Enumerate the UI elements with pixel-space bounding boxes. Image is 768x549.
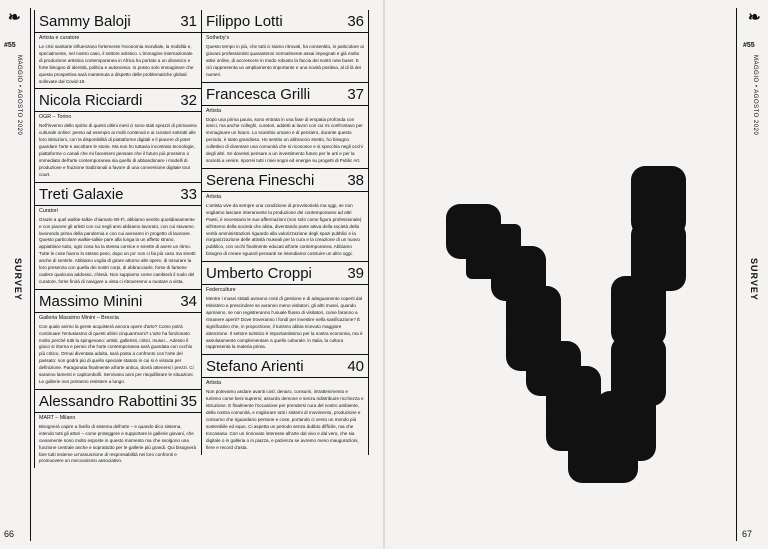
text-column-2 (201, 10, 369, 455)
survey-entry (202, 355, 368, 454)
entry-name: Umberto Croppi (206, 265, 312, 283)
entry-role: Sotheby's (202, 32, 368, 44)
entry-role: Artista (202, 105, 368, 117)
entry-text: Le crisi sanitarie influenzano fortemente l'economia mondiale, la mobilità e, specialmente, nel nostro caso, il settore artistico. L'immagine internazionale di produzione artistica contemporanea in Africa ha portato a un dinamico e forte bisogno di identità, politica e autonomia. Io posso solo immaginare che questa prospettiva sarà mantenuta a dispetto delle problematiche globali sollevate dal Covid-19. (39, 44, 194, 84)
magazine-logo-icon: ❧ (748, 8, 761, 26)
survey-entry (202, 262, 368, 355)
entry-name: Francesca Grilli (206, 85, 311, 103)
entry-number: 31 (180, 13, 197, 30)
entry-name: Nicola Ricciardi (39, 92, 143, 110)
survey-entry (202, 10, 368, 83)
entry-text: Non potevamo andare avanti così: denaro, consumi, intrattenimento e turismo come beni supremi; assurdo demone e senza ridistribuire ricchezza e istruzione. E finalmente l'occasione per prendersi cura del nostro ambiente, della nostra comunità, e migliorare tutti i sistemi di movimento, produzione e consumo che riguardano persone e cose, portando ci verso un mondo più sostenibile ed equo. Ci aspetta un periodo senza dubbio difficile, ma che toccasana. Con un rinnovato interesse all'arte dal vivo e dal vero, che sia digitale o in galleria o in piazza, e pazienza se avremo meno inaugurazioni, fiere e record d'asta. (206, 389, 364, 450)
entry-number: 37 (347, 85, 364, 103)
survey-entry (35, 89, 201, 182)
entry-text: Mentre i musei statali avranno costi di gestione e di adeguamento coperti dal Ministero a prescindere se avranno meno visitatori, gli altri musei, quando apriranno, se non registreranno l'usuale flusso di visitatori, come faranno a rimanere aperti? Dove troveranno i fondi per investire nella sanificazione? È significativo che, in proporzione, il turismo abbia ricevuto maggiore attenzione. Il settore turistico è importantissimo per la nostra economia, ma è assolutamente complementare a quello culturale: in Italia, la cultura rappresenta la materia prima. (206, 296, 363, 350)
page-number-right: 67 (742, 529, 753, 539)
divider (30, 8, 31, 541)
entry-number: 36 (347, 13, 364, 30)
entry-number: 33 (180, 185, 197, 203)
entry-number: 35 (180, 392, 197, 410)
right-side-strip (736, 0, 768, 549)
graphic-block (611, 336, 666, 406)
survey-entry (35, 183, 201, 290)
entry-name: Filippo Lotti (206, 13, 283, 30)
entry-role: OGR – Torino (35, 111, 201, 123)
issue-number: #55 (4, 42, 16, 49)
entry-role: Federculture (202, 284, 368, 296)
entry-text: L'artista vive da sempre una condizione di provvisorietà ma oggi, se non vogliamo lasciare interamente la produzione del contemporaneo ad altri Paesi, è necessario le sue affermazioni (non solo come figura professionale) all'interno della società che abita, diventando parte attiva della società della verità amministrazioni riguardo alla valorizzazione degli spazi pubblici e la riorganizzazione delle attività museali per la cura e la creazione di un nuovo pubblico, con occhi finalmente educati all'arte contemporanea. Abbiamo bisogno di creare sguardi pensanti se intendiamo costruire un altro oggi. (206, 202, 362, 257)
entry-text: Grazie a quel walkie-talkie chiamato Wi-Fi, abbiamo sentito quotidianamente e con piacere gli artisti con cui negli anni abbiamo lavorato, con cui stavamo lavorando prima della pandemia e con cui avevamo in progetto di lavorare. Questo particolare walkie-talkie pare alla lunga la un affetto strano, appiattisce tutto, ogni cosa ha la stessa cornice e smette di avere un ritmo. Tutte le cose hanno lo stesso peso, dopo un po' non ci fai più caso ma smetti anche di sentirle. Abbiamo voglia di girare attorno alle opere, di misurare la loro presenza con quella dei nostri corpi, di abbracciarle, forse di farsene cadere qualcuna addosso, chissà. Non sappiamo come cambierà il ruolo del curatore, forse finirà di navigare a vista ci ritroveremo a nuotare a vista. (39, 216, 196, 284)
text-column-1 (34, 10, 201, 468)
entry-text: Con quale animo la gente acquisterà ancora opere d'arte? Come potrà continuare l'entusiasmo di questi ultimi cinquant'anni? L'arte ha funzionato molto perché tutti la spingevano: artisti, galleristi, critici, musei... Adesso il gioco si ritorna e penso che l'arte contemporanea sarà guardata con occhio più critico. Ormai diventata adulta, sarà posta a confronto con l'arte del passato: non godrà più di quello speciale statuto in cui si è vissuta per definizione. Paragonata finalmente all'arte antica, dovrà attenersi i prezzi. Ci saranno lamenti e capitombolli. Servivano anni per riequilibrare le situazioni. Le gallerie non potranno resistere a lungo. (39, 323, 194, 384)
survey-entry (35, 390, 201, 468)
left-side-strip (0, 0, 32, 549)
entry-number: 32 (180, 92, 197, 110)
entry-name: Serena Fineschi (206, 171, 315, 189)
entry-number: 34 (180, 292, 197, 310)
survey-entry (35, 290, 201, 390)
magazine-logo-icon: ❧ (8, 8, 21, 26)
survey-entry (35, 10, 201, 89)
entry-name: Stefano Arienti (206, 358, 304, 376)
section-label: SURVEY (749, 258, 759, 301)
entry-number: 39 (347, 265, 364, 283)
entry-role: Curatori (35, 205, 201, 217)
graphic-block (631, 166, 686, 236)
entry-name: Massimo Minini (39, 292, 143, 310)
entry-name: Alessandro Rabottini (39, 392, 178, 410)
issue-number: #55 (743, 42, 755, 49)
divider (736, 8, 737, 541)
entry-role: Artista (202, 377, 368, 389)
entry-text: Bisognerà capire a livello di sistema dell'arte – e quando dico sistema, intendo tutti gli attori – come proteggere e supportare le gallerie giovani, che ovviamente sono molto esposte in questo momento ma che svolgono una funzione centrale anche e soprattutto per le gallerie più grandi. Qui bisognerà fare tutti insieme un'assunzione di responsabilità nei loro confronti e promuovere un meccanismo associativo. (39, 423, 197, 464)
pixel-v-graphic (446, 166, 691, 536)
page-gutter (383, 0, 385, 549)
issue-date: MAGGIO • AGOSTO 2020 (752, 55, 758, 136)
entry-role: Galleria Massimo Minini – Brescia (35, 312, 201, 324)
entry-text: Nell'inverno dello spirito di questi ultimi mesi ci sono stati sprazzi di primavera culturale online: penso ad esempio ai molti contenuti e ai curatori sottratti alle loro istituzioni, con la disponibilità di piattaforme digitali e il piacere di poter guardare l'arte e ascoltare le storie. Ma non ho tuttavia incontrato tecnologie, piattaforme o canali che mi facessero pensare che il futuro più prossimo o immediato dell'arte contemporanea sia quello di abbandonare i modelli di produzione e fruizione tradizionali a favore di una conversione digitale tout court. (39, 123, 197, 177)
entry-role: Artista (202, 191, 368, 203)
entry-text: Questo tempo in più, che tutti ci siamo ritrovati, ha consentito, in particolare ai giovani professionisti quarantenni normalmente assai impegnati e già molto attivi online, di accrescere in modo robusto la faccia dei nostri new buser. E ciò rappresenta un ampliamento importante e una novità positiva, al di là dei numeri. (206, 44, 364, 77)
page-number-left: 66 (4, 529, 15, 539)
entry-name: Sammy Baloji (39, 13, 131, 30)
entry-number: 38 (347, 171, 364, 189)
issue-date: MAGGIO • AGOSTO 2020 (16, 55, 22, 136)
entry-role: MART – Milano (35, 412, 201, 424)
entry-number: 40 (347, 358, 364, 376)
survey-entry (202, 83, 368, 169)
entry-text: Dopo una prima paura, sono entrata in una fase di empatia profonda con amici, ma anche colleghi, curatori, addetti ai lavori con cui mi confrontavo per immaginare un futuro. Lo scambio umano e di pensiero, durante questo periodo, è stato grandioso. Ho sentito un abbraccio stretto, ho bisogno collettivo di diventare una comunità che si riconosce e si specchia negli occhi degli altri. Se dovessi pensare a un investimento futuro per le arti e per la società a venire, riporrei tutti i miei sogni ed energie su progetti di Public Art. (206, 116, 363, 163)
entry-name: Treti Galaxie (39, 185, 124, 203)
survey-entry (202, 169, 368, 262)
entry-role: Artista e curatore (35, 32, 201, 44)
section-label: SURVEY (13, 258, 23, 301)
